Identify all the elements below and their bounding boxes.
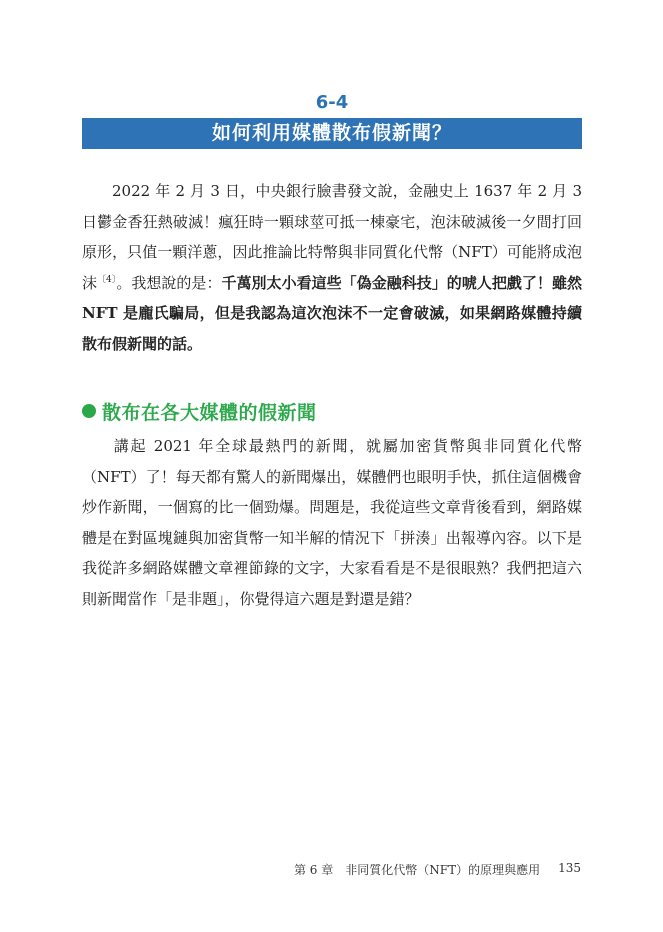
page-footer [294, 861, 581, 878]
intro-text-continued: 。我想說的是： [116, 273, 222, 292]
intro-paragraph [82, 176, 582, 359]
subsection-body: 講起 2021 年全球最熱門的新聞，就屬加密貨幣與非同質化代幣（NFT）了！每天都有驚人的新聞爆出，媒體們也眼明手快，抓住這個機會炒作新聞，一個寫的比一個勁爆。問題是，我從這些文章背後看到，網路媒體是在對區塊鏈與加密貨幣一知半解的情況下「拼湊」出報導內容。以下是我從許多網路媒體文章裡節錄的文字，大家看看是不是很眼熟？我們把這六則新聞當作「是非題」，你覺得這六題是對還是錯？ [82, 437, 582, 608]
footer-chapter: 第 6 章 非同質化代幣（NFT）的原理與應用 [293, 863, 541, 877]
section-title: 如何利用媒體散布假新聞？ [211, 122, 452, 144]
intro-text: 2022 年 2 月 3 日，中央銀行臉書發文說，金融史上 1637 年 2 月 3 日鬱金香狂熱破滅！瘋狂時一顆球莖可抵一棟豪宅，泡沫破滅後一夕間打回原形，只值一顆洋蔥，因此推論比特幣與非同質化代幣（NFT）可能將成泡沫 [82, 182, 582, 292]
section-number: 6-4 [315, 92, 349, 113]
footnote-marker: 〔4〕 [97, 274, 117, 285]
page-number: 135 [558, 861, 581, 875]
section-title-bar [82, 118, 582, 149]
bullet-dot-icon [82, 404, 96, 418]
subsection-paragraph [82, 431, 582, 614]
subsection-heading [82, 396, 317, 426]
subsection-heading-text: 散布在各大媒體的假新聞 [102, 401, 317, 424]
intro-bold-text: 千萬別太小看這些「偽金融科技」的唬人把戲了！雖然NFT 是龐氏騙局，但是我認為這次泡沫不一定會破滅，如果網路媒體持續散布假新聞的話。 [82, 273, 582, 353]
